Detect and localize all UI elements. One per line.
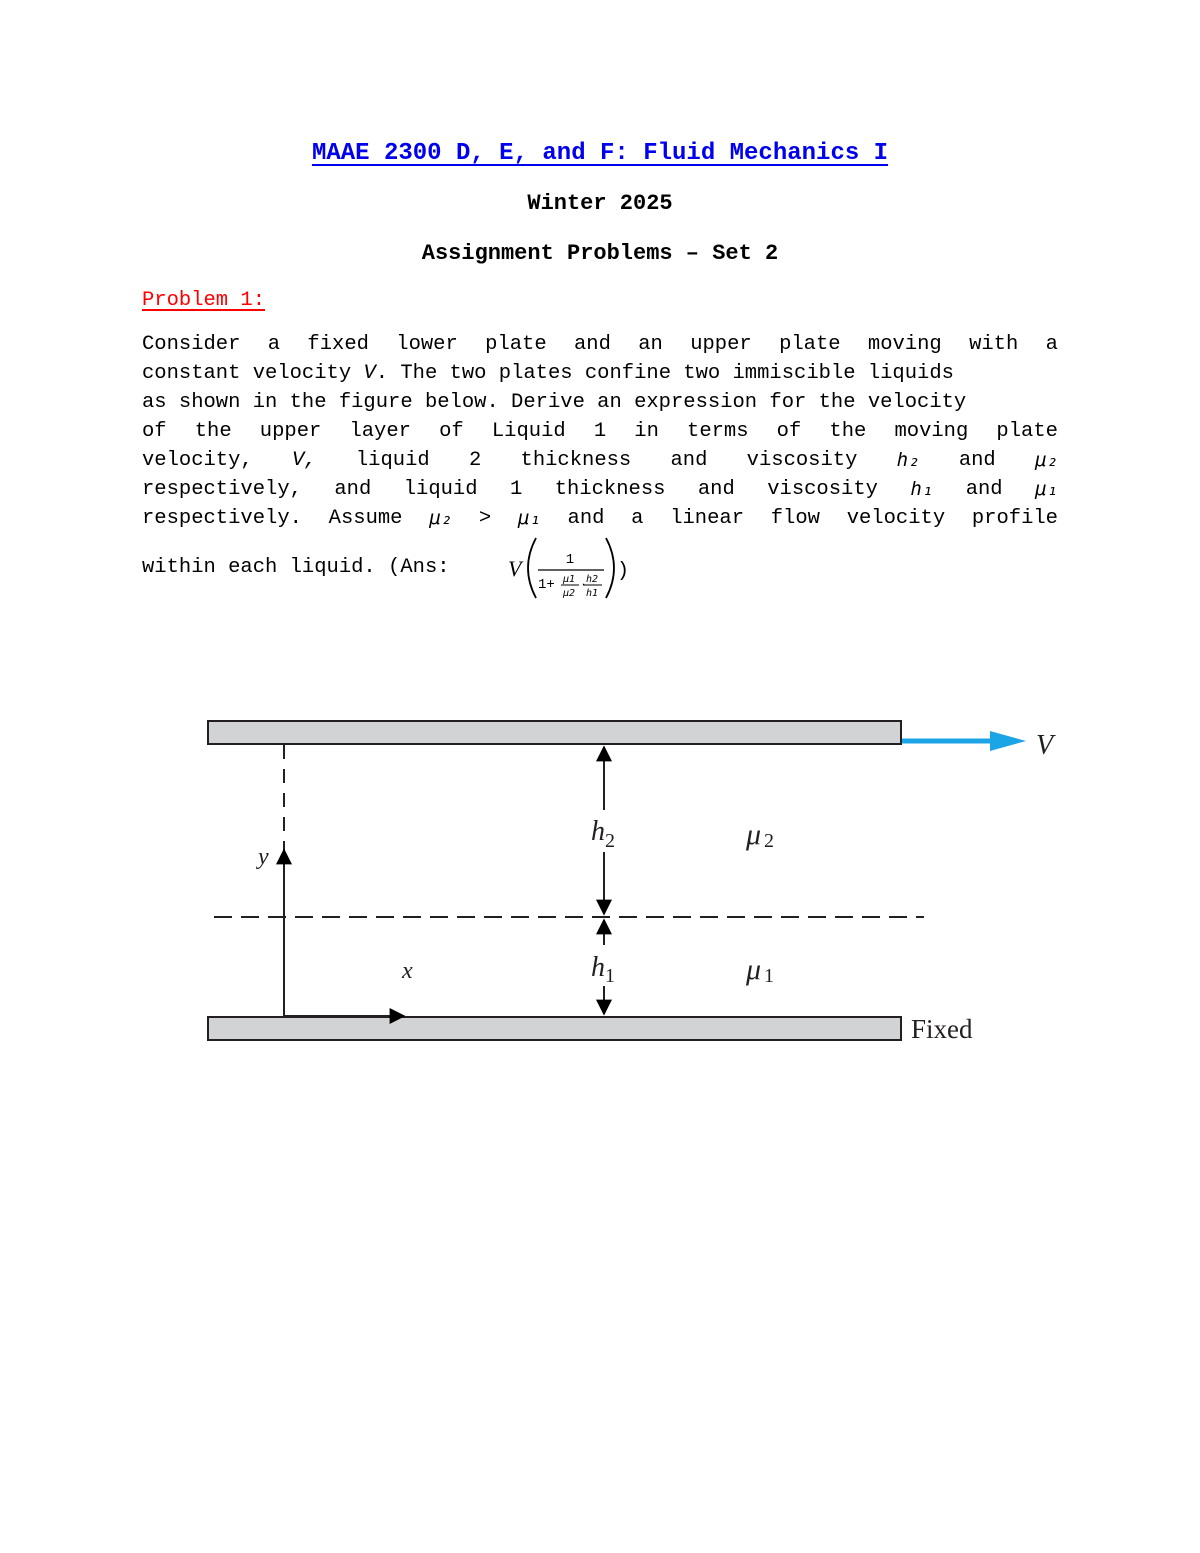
answer-fraction: [502, 530, 642, 610]
var-h2: h₂: [896, 449, 920, 471]
y-axis-label: y: [258, 844, 269, 870]
word: 1: [593, 420, 607, 443]
word: velocity,: [142, 449, 253, 472]
word: moving: [867, 333, 942, 356]
statement-line-1: [142, 333, 1058, 362]
word: fixed: [307, 333, 369, 356]
upper-plate: [208, 721, 901, 744]
word: and: [958, 449, 996, 472]
word: moving: [894, 420, 969, 443]
word: Assume: [328, 507, 403, 530]
word: thickness: [520, 449, 632, 472]
lower-plate: [208, 1017, 901, 1040]
statement-line-4: [142, 420, 1058, 449]
word: flow: [770, 507, 820, 530]
word: of: [142, 420, 167, 443]
var-mu2: μ₂: [429, 507, 453, 529]
word: viscosity: [746, 449, 858, 472]
var-mu1: μ₁: [1035, 478, 1058, 500]
problem-label: Problem 1:: [142, 289, 266, 312]
word: a: [1045, 333, 1058, 356]
word: Liquid: [491, 420, 566, 443]
statement-line-2: [142, 362, 1058, 391]
assignment-set-title: Assignment Problems – Set 2: [421, 241, 779, 266]
word: Consider: [142, 333, 241, 356]
x-axis-label: x: [402, 958, 413, 984]
var-v: V: [363, 362, 376, 385]
word: of: [439, 420, 464, 443]
word: viscosity: [767, 478, 878, 501]
word: 2: [468, 449, 482, 472]
right-paren: [606, 538, 614, 598]
word: plate: [779, 333, 841, 356]
word: layer: [349, 420, 411, 443]
word: linear: [670, 507, 745, 530]
term: Winter 2025: [527, 191, 673, 216]
mu1-label: μ: [746, 953, 762, 986]
answer-h2: h2: [586, 574, 599, 585]
answer-mu1: μ1: [563, 574, 576, 585]
h1-label: h: [591, 952, 605, 983]
var-v: V,: [291, 449, 317, 472]
word: and: [670, 449, 708, 472]
mu2-subscript: 2: [764, 830, 774, 852]
word: and: [334, 478, 372, 501]
word: lower: [396, 333, 458, 356]
var-h1: h₁: [910, 478, 934, 500]
text: . The two plates confine two immiscible liquids: [375, 362, 954, 385]
word: a: [267, 333, 281, 356]
mu2-label: μ: [746, 818, 762, 851]
text: as shown in the figure below. Derive an expression for the velocity: [142, 391, 967, 414]
var-mu2: μ₂: [1034, 449, 1058, 471]
word: an: [638, 333, 663, 356]
word: >: [478, 507, 492, 530]
h2-label: h: [591, 816, 605, 847]
mu1-subscript: 1: [764, 965, 774, 987]
statement-line-5: [142, 449, 1058, 478]
statement-line-3: [142, 391, 1058, 420]
fixed-label: Fixed: [911, 1014, 973, 1044]
word: velocity: [846, 507, 946, 530]
word: respectively.: [142, 507, 302, 530]
word: plate: [996, 420, 1058, 443]
course-title: MAAE 2300 D, E, and F: Fluid Mechanics I: [311, 140, 889, 167]
word: and: [567, 507, 605, 530]
velocity-arrow-head: [990, 731, 1026, 751]
word: upper: [690, 333, 752, 356]
text: constant velocity: [142, 362, 364, 385]
word: respectively,: [142, 478, 302, 501]
word: a: [631, 507, 644, 530]
answer-prefix: within each liquid. (Ans:: [142, 556, 462, 579]
word: and: [574, 333, 611, 356]
word: plate: [485, 333, 547, 356]
word: the: [194, 420, 232, 443]
answer-den-one: 1+: [538, 577, 555, 593]
word: upper: [259, 420, 322, 443]
word: the: [829, 420, 867, 443]
answer-v: V: [508, 556, 522, 581]
word: terms: [687, 420, 749, 443]
answer-h1: h1: [586, 588, 599, 599]
word: liquid: [355, 449, 430, 472]
answer-mu2: μ2: [563, 588, 576, 599]
word: profile: [971, 507, 1058, 530]
word: with: [969, 333, 1019, 356]
word: thickness: [554, 478, 666, 501]
left-paren: [528, 538, 536, 598]
word: of: [776, 420, 802, 443]
answer-numerator: 1: [565, 552, 575, 568]
var-mu1: μ₁: [517, 507, 541, 529]
word: in: [634, 420, 659, 443]
word: 1: [509, 478, 523, 501]
statement-line-6: [142, 478, 1058, 507]
word: liquid: [403, 478, 478, 501]
velocity-label: V: [1036, 730, 1054, 761]
h2-subscript: 2: [605, 830, 615, 852]
answer-suffix: ): [617, 560, 630, 583]
answer-dot: ·: [580, 578, 588, 592]
word: and: [965, 478, 1003, 501]
h1-subscript: 1: [605, 965, 615, 987]
word: and: [697, 478, 735, 501]
